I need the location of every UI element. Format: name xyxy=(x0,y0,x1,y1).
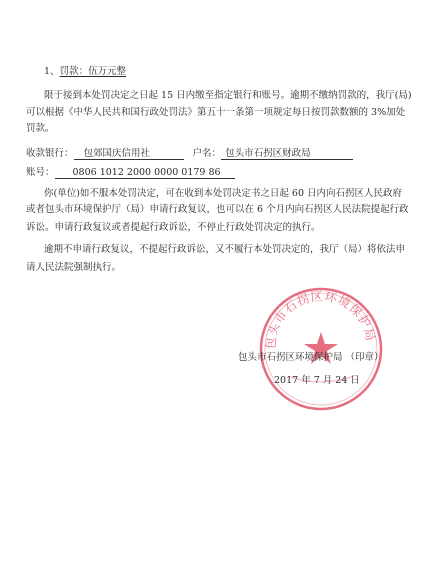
appeal-paragraph-line-2: 或者包头市环境保护厅（局）申请行政复议，也可以在 6 个月内向石拐区人民法院提起行政 xyxy=(26,204,409,215)
account-number-row xyxy=(26,167,235,179)
bank-label: 收款银行： xyxy=(26,148,74,159)
appeal-paragraph-line-1: 你(单位)如不服本处罚决定，可在收到本处罚决定书之日起 60 日内向石拐区人民政府 xyxy=(44,188,403,199)
penalty-item-heading xyxy=(44,66,126,78)
issue-date: 2017 年 7 月 24 日 xyxy=(274,375,360,386)
account-number-label: 账号： xyxy=(26,167,55,178)
svg-text:包头市石拐区环境保护局: 包头市石拐区环境保护局 xyxy=(263,289,378,350)
penalty-item-label: 罚款 xyxy=(59,66,79,77)
bank-value: 包郊国庆信用社 xyxy=(74,148,184,160)
account-name-label: 户名： xyxy=(192,148,222,159)
official-seal-stamp xyxy=(256,284,386,414)
payment-paragraph-line-2: 可以根据《中华人民共和国行政处罚法》第五十一条第一项规定每日按罚款数额的 3%加处 xyxy=(26,107,406,118)
issuing-authority: 包头市石拐区环境保护局 （印章） xyxy=(238,352,384,363)
penalty-item-number: 1、 xyxy=(44,66,60,77)
enforcement-paragraph-line-2: 请人民法院强制执行。 xyxy=(26,262,122,273)
appeal-paragraph-line-3: 诉讼。申请行政复议或者提起行政诉讼，不停止行政处罚决定的执行。 xyxy=(26,222,321,233)
payment-paragraph-line-3: 罚款。 xyxy=(26,123,55,134)
account-name-value: 包头市石拐区财政局 xyxy=(221,148,353,160)
payment-paragraph-line-1: 限于接到本处罚决定之日起 15 日内缴至指定银行和账号。逾期不缴纳罚款的，我厅(局) xyxy=(44,90,412,101)
bank-info-row xyxy=(26,148,353,160)
penalty-item-amount: ：伍万元整 xyxy=(78,66,127,77)
enforcement-paragraph-line-1: 逾期不申请行政复议，不提起行政诉讼，又不履行本处罚决定的，我厅（局）将依法申 xyxy=(44,244,406,255)
account-number-value: 0806 1012 2000 0000 0179 86 xyxy=(55,167,235,179)
